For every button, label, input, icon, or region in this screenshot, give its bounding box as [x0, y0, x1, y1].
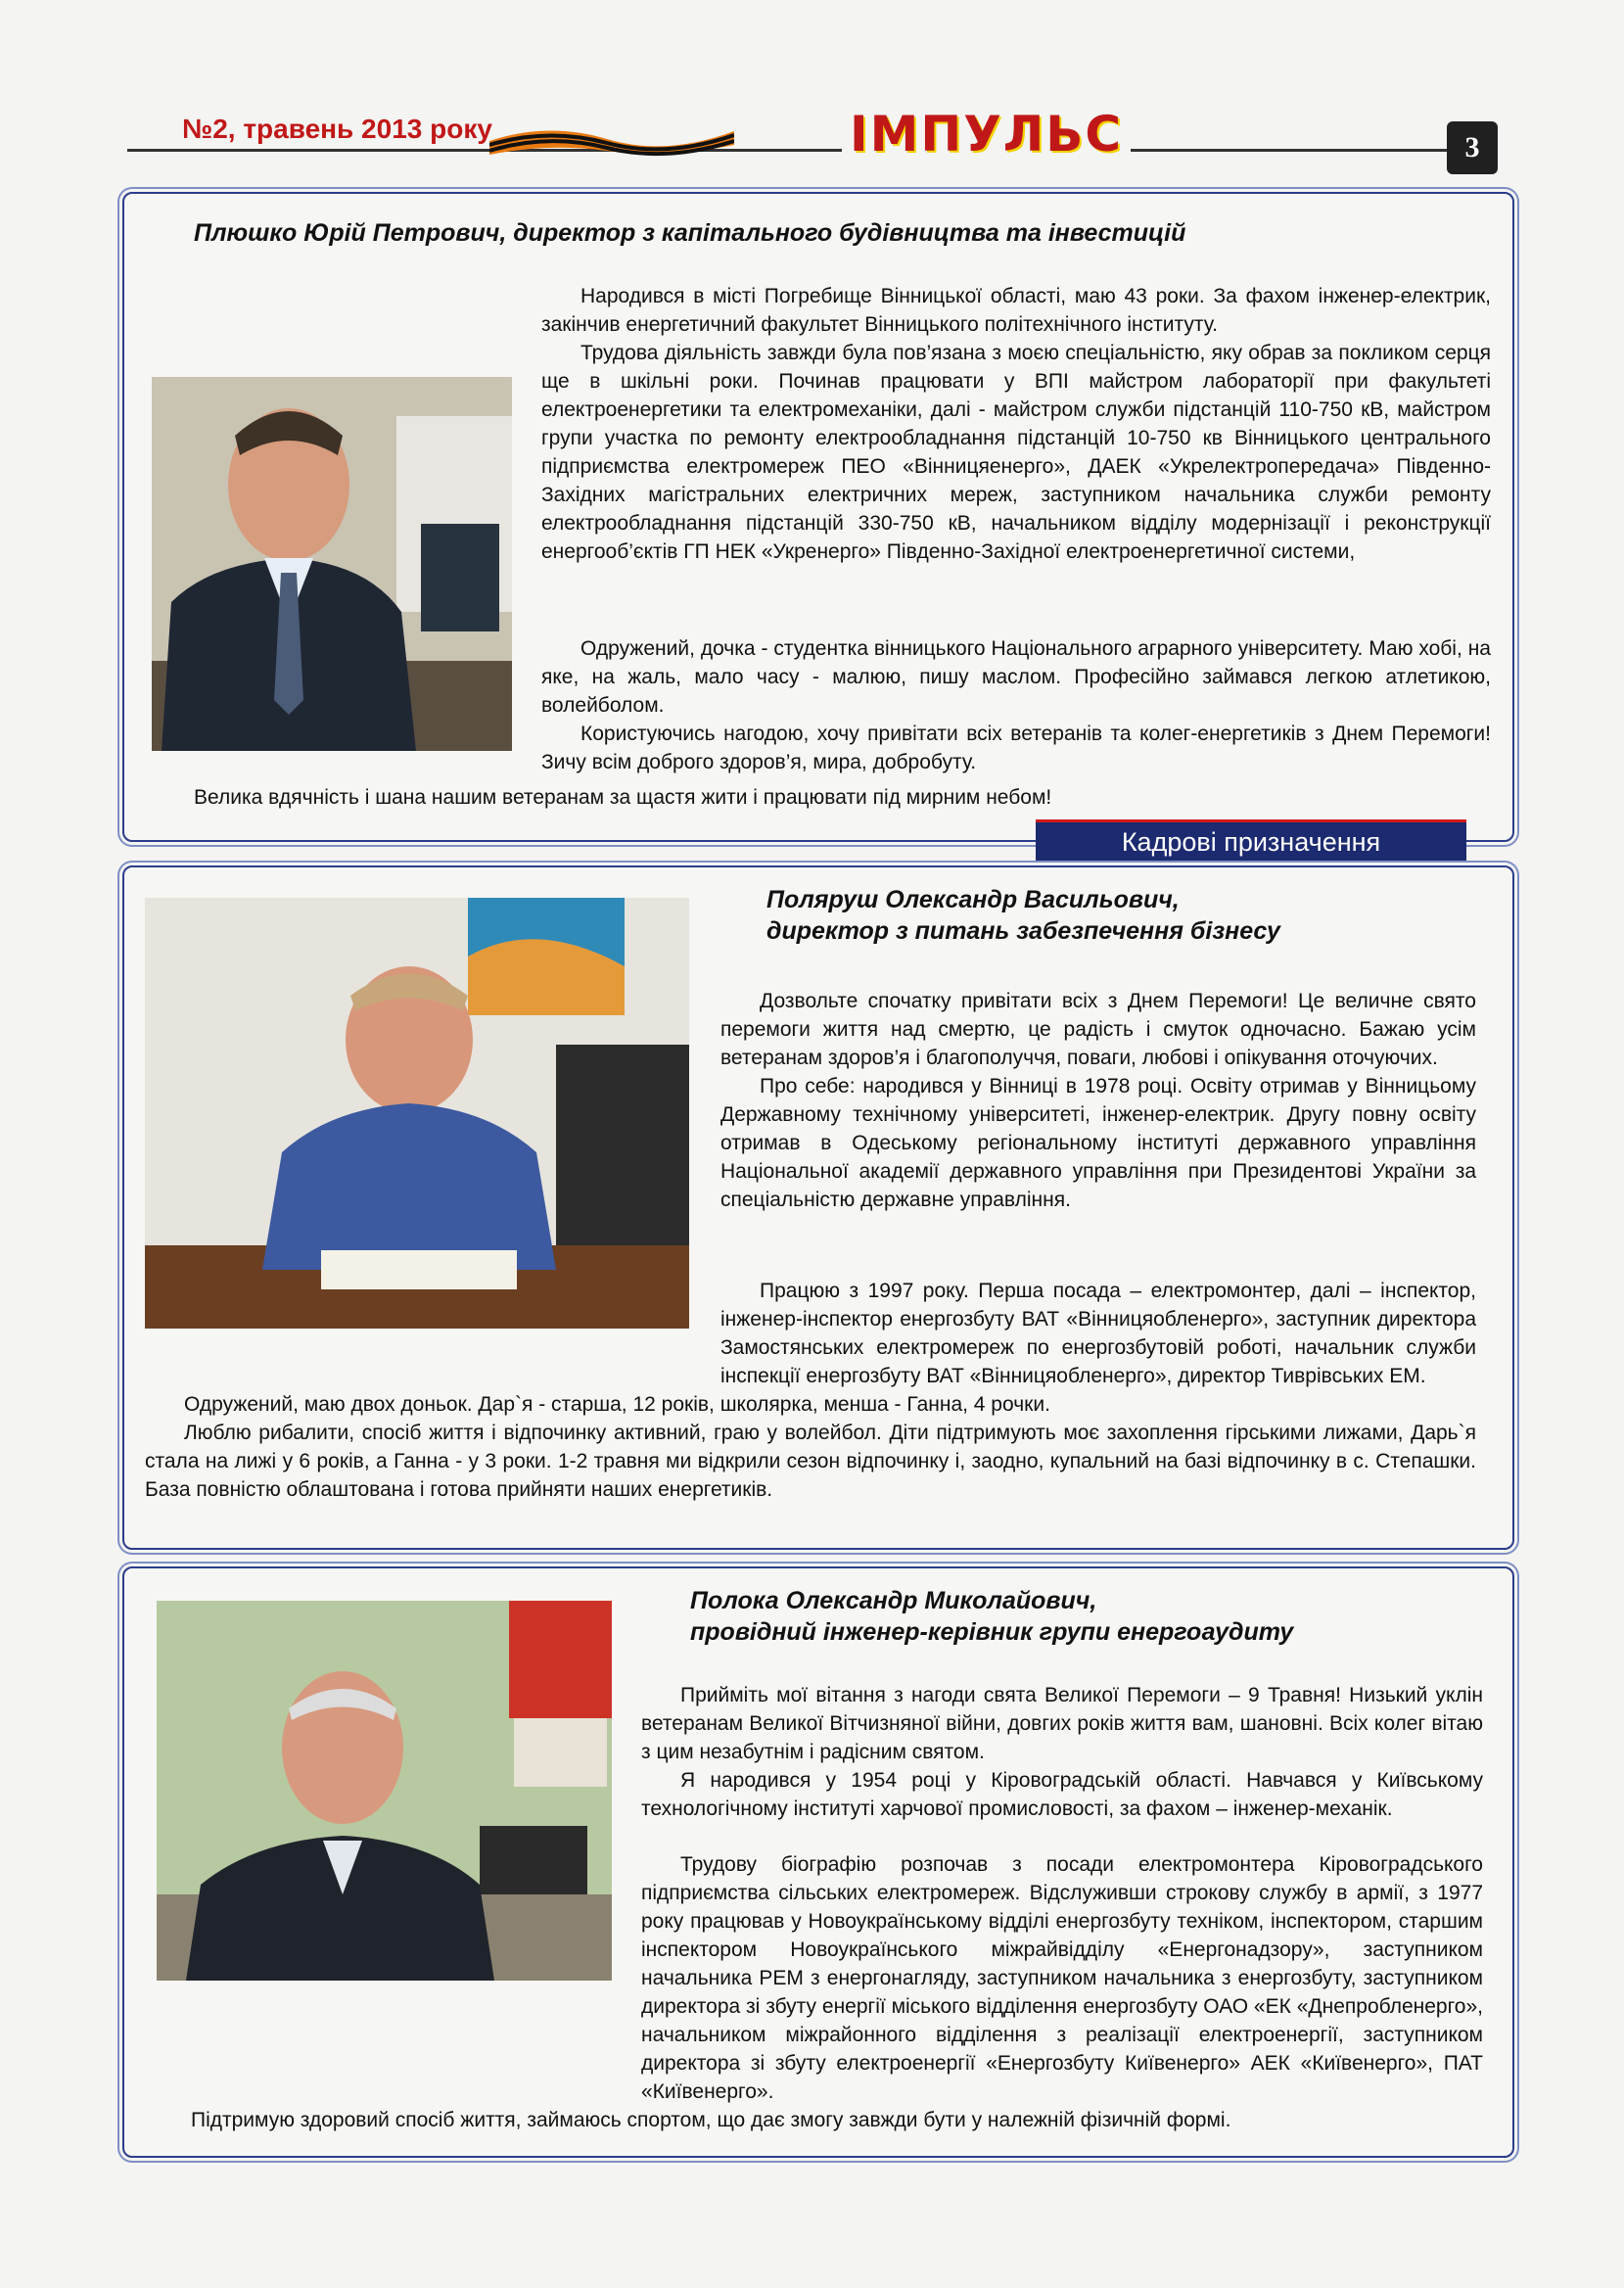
section-tag-personnel: Кадрові призначення	[1036, 819, 1466, 862]
page-header	[117, 106, 1517, 174]
article-1-title: Плюшко Юрій Петрович, директор з капітального будівництва та інвестицій	[194, 219, 1186, 247]
article-3-text-top	[641, 1681, 1483, 1823]
issue-date: №2, травень 2013 року	[176, 114, 498, 145]
article-1-para-3: Одружений, дочка - студентка вінницького Національного аграрного університету. Маю хобі, на яке, на жаль, мало часу - малюю, пишу маслом. Професійно займався легкою атлетикою, волейболом.	[541, 637, 1491, 717]
article-1-text-top	[541, 282, 1491, 566]
article-1-closing-block	[194, 783, 1486, 812]
newspaper-logo: ІМПУЛЬС	[842, 106, 1131, 163]
st-george-ribbon-icon	[489, 121, 734, 161]
article-3-para-2: Я народився у 1954 році у Кіровоградській області. Навчався у Київському технологічному інституті харчової промисловості, за фахом – інженер-механік.	[641, 1769, 1483, 1820]
article-2-position: директор з питань забезпечення бізнесу	[766, 917, 1280, 945]
article-1-para-2: Трудова діяльність завжди була пов’язана з моєю спеціальністю, яку обрав за покликом серця ще в шкільні роки. Починав працювати у ВПІ майстром лабораторії при факультеті електроенергетики та електромеханіки, далі - майстром служби підстанцій 110-750 кВ, майстром групи участка по ремонту електрообладнання підстанцій 10-750 кв Вінницького центрального підприємства електромереж ПЕО «Вінницяенерго», ДАЕК «Укрелектропередача» Південно-Західних магістральних електричних мереж, заступником начальника служби ремонту електрообладнання підстанцій 330-750 кВ, начальником відділу модернізації і реконструкції енергооб’єктів ГП НЕК «Укренерго» Південно-Західної електроенергетичної системи,	[541, 342, 1491, 563]
article-3-para-4: Підтримую здоровий спосіб життя, займаюсь спортом, що дає змогу завжди бути у належній фізичній формі.	[191, 2109, 1231, 2131]
article-2-para-2: Про себе: народився у Вінниці в 1978 році. Освіту отримав у Вінницьому Державному технічному університеті, інженер-електрик. Другу повну освіту отримав в Одеському регіональному інституті державного управління Національної академії державного управління при Президентові України за спеціальністю державне управління.	[720, 1075, 1476, 1211]
page-number: 3	[1447, 121, 1498, 174]
header-rule	[127, 149, 1478, 152]
article-2-name: Поляруш Олександр Васильович,	[766, 886, 1180, 913]
photo-plyushko	[152, 377, 512, 751]
article-2-para-5: Люблю рибалити, спосіб життя і відпочинку активний, граю у волейбол. Діти підтримують моє захоплення гірськими лижами, Дарь`я стала на лижі у 6 років, а Ганна - у 3 роки. 1-2 травня ми відкрили сезон відпочинку і, заодно, купальний на базі відпочинку в с. Степашки. База повністю облаштована і готова прийняти наших енергетиків.	[145, 1422, 1476, 1501]
article-2-para-4: Одружений, маю двох доньок. Дар`я - старша, 12 років, школярка, менша - Ганна, 4 рочки.	[184, 1393, 1050, 1416]
article-3-text-bottom	[152, 1850, 1483, 2134]
article-2-title	[766, 884, 1491, 947]
article-1-para-4: Користуючись нагодою, хочу привітати всіх ветеранів та колег-енергетиків з Днем Перемоги! Зичу всім доброго здоров’я, мира, добробуту.	[541, 723, 1491, 773]
article-2-text-top	[720, 987, 1476, 1214]
article-3-para-3: Трудову біографію розпочав з посади електромонтера Кіровоградського підприємства сільських електромереж. Відслуживши строкову службу в армії, з 1977 року працював у Новоукраїнському відділі енергозбуту техніком, інспектором, старшим інспектором Новоукраїнського міжрайвідділу «Енергонадзору», заступником начальника РЕМ з енергонагляду, заступником начальника з енергозбуту, заступником директора зі збуту енергії міського відділення енергозбуту ОАО «ЕК «Днепробленерго», начальником міжрайонного відділення з реалізації електроенергії, заступником директора зі збуту електроенергії «Енергозбуту Київенерго» АЕК «Київенерго», ПАТ «Київенерго».	[641, 1853, 1483, 2103]
article-1-closing: Велика вдячність і шана нашим ветеранам за щастя жити і працювати під мирним небом!	[194, 786, 1052, 809]
article-3-para-1: Прийміть мої вітання з нагоди свята Великої Перемоги – 9 Травня! Низький уклін ветеранам Великої Вітчизняної війни, довгих років життя вам, шановні. Всіх колег вітаю з цим незабутнім і радісним святом.	[641, 1684, 1483, 1763]
article-1-para-1: Народився в місті Погребище Вінницької області, маю 43 роки. За фахом інженер-електрик, закінчив енергетичний факультет Вінницького політехнічного інституту.	[541, 285, 1491, 336]
article-2-text-bottom	[145, 1277, 1476, 1504]
photo-polyarush	[145, 898, 689, 1329]
article-2-para-3: Працюю з 1997 року. Перша посада – електромонтер, далі – інспектор, інженер-інспектор енергозбуту ВАТ «Вінницяобленерго», заступник директора Замостянських електромереж по енергозбутовій роботі, начальник служби інспекції енергозбуту ВАТ «Вінницяобленерго», директор Тиврівських ЕМ.	[720, 1280, 1476, 1387]
article-1-text-bottom	[541, 634, 1491, 776]
article-3-title	[690, 1585, 1473, 1648]
article-3-name: Полока Олександр Миколайович,	[690, 1587, 1097, 1614]
article-3-position: провідний інженер-керівник групи енергоаудиту	[690, 1618, 1294, 1646]
article-2-para-1: Дозвольте спочатку привітати всіх з Днем Перемоги! Це величне свято перемоги життя над смертю, це радість і смуток одночасно. Бажаю усім ветеранам здоров’я і благополуччя, поваги, любові і опікування оточуючих.	[720, 990, 1476, 1069]
